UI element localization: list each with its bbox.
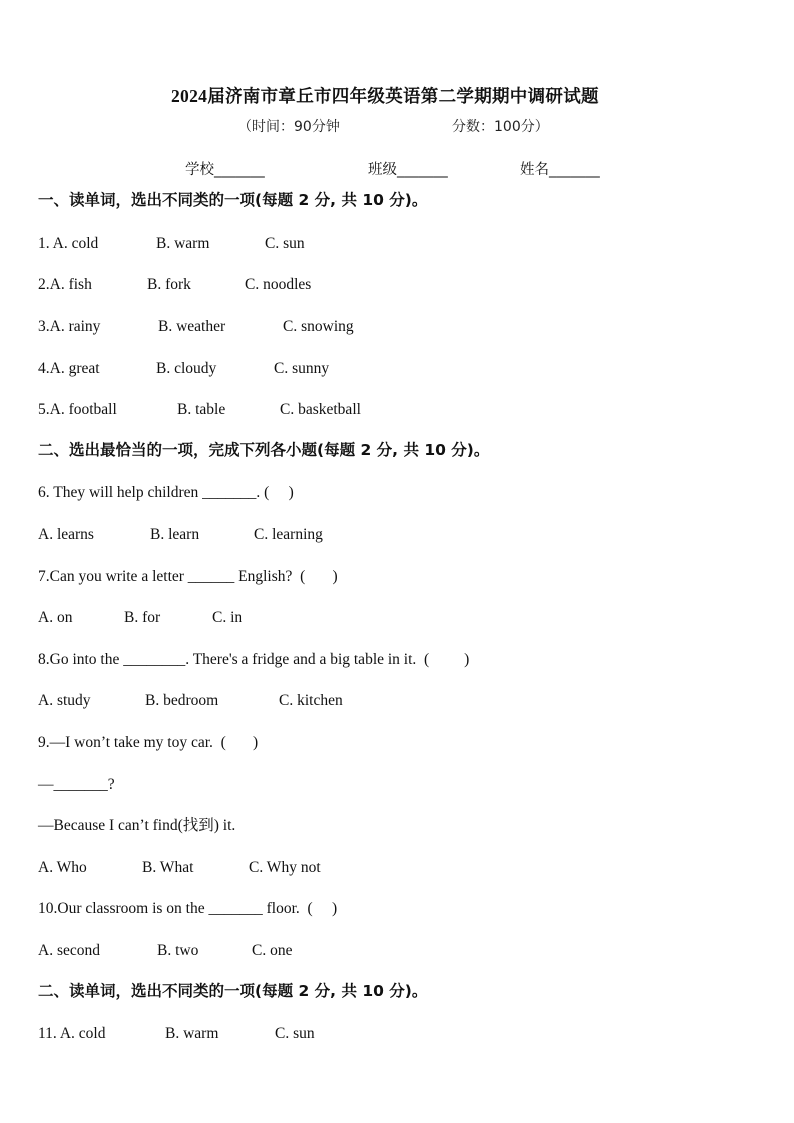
question-7-option-b: B. for — [124, 609, 161, 626]
question-9-line-3: —Because I can’t find(找到) it. — [38, 817, 236, 834]
section-heading-2: 二、选出最恰当的一项，完成下列各小题(每题 2 分, 共 10 分)。 — [38, 441, 490, 459]
question-5-option-a: 5.A. football — [38, 401, 117, 418]
question-8-option-b: B. bedroom — [145, 692, 219, 709]
exam-time: （时间：90分钟 — [238, 119, 340, 135]
section-heading-1: 一、读单词，选出不同类的一项(每题 2 分, 共 10 分)。 — [38, 191, 428, 209]
question-7-stem: 7.Can you write a letter ______ English? ( ) — [38, 568, 338, 585]
question-6-stem: 6. They will help children _______. ( ) — [38, 484, 294, 501]
question-11-option-a: 11. A. cold — [38, 1025, 106, 1042]
question-6-option-c: C. learning — [254, 526, 323, 543]
question-9-option-c: C. Why not — [249, 859, 321, 876]
question-6-option-b: B. learn — [150, 526, 200, 543]
question-2-option-c: C. noodles — [245, 276, 312, 293]
question-10-option-a: A. second — [38, 942, 100, 959]
question-11-option-b: B. warm — [165, 1025, 219, 1042]
question-2-option-b: B. fork — [147, 276, 191, 293]
school-field: 学校_______ — [185, 162, 265, 178]
question-4-option-b: B. cloudy — [156, 360, 217, 377]
question-9-option-b: B. What — [142, 859, 194, 876]
question-2-option-a: 2.A. fish — [38, 276, 92, 293]
question-4-option-a: 4.A. great — [38, 360, 100, 377]
question-3-option-c: C. snowing — [283, 318, 354, 335]
question-6-option-a: A. learns — [38, 526, 94, 543]
question-8-stem: 8.Go into the ________. There's a fridge and a big table in it. ( ) — [38, 651, 470, 668]
question-9-stem: 9.—I won’t take my toy car. ( ) — [38, 734, 259, 751]
question-9-option-a: A. Who — [38, 859, 87, 876]
question-7-option-c: C. in — [212, 609, 243, 626]
section-heading-3: 二、读单词，选出不同类的一项(每题 2 分, 共 10 分)。 — [38, 982, 428, 1000]
question-11-option-c: C. sun — [275, 1025, 315, 1042]
question-5-option-b: B. table — [177, 401, 226, 418]
question-5-option-c: C. basketball — [280, 401, 361, 418]
page-title: 2024届济南市章丘市四年级英语第二学期期中调研试题 — [171, 86, 599, 106]
question-3-option-b: B. weather — [158, 318, 226, 335]
question-10-option-c: C. one — [252, 942, 293, 959]
question-10-stem: 10.Our classroom is on the _______ floor. ( ) — [38, 900, 338, 917]
question-1-option-c: C. sun — [265, 235, 305, 252]
exam-score: 分数：100分） — [452, 119, 549, 135]
question-7-option-a: A. on — [38, 609, 73, 626]
question-9-line-2: —_______? — [38, 776, 115, 793]
question-3-option-a: 3.A. rainy — [38, 318, 101, 335]
question-8-option-c: C. kitchen — [279, 692, 343, 709]
question-1-option-b: B. warm — [156, 235, 210, 252]
question-1-option-a: 1. A. cold — [38, 235, 99, 252]
class-field: 班级_______ — [368, 162, 448, 178]
name-field: 姓名_______ — [520, 162, 600, 178]
question-8-option-a: A. study — [38, 692, 91, 709]
question-4-option-c: C. sunny — [274, 360, 330, 377]
question-10-option-b: B. two — [157, 942, 199, 959]
